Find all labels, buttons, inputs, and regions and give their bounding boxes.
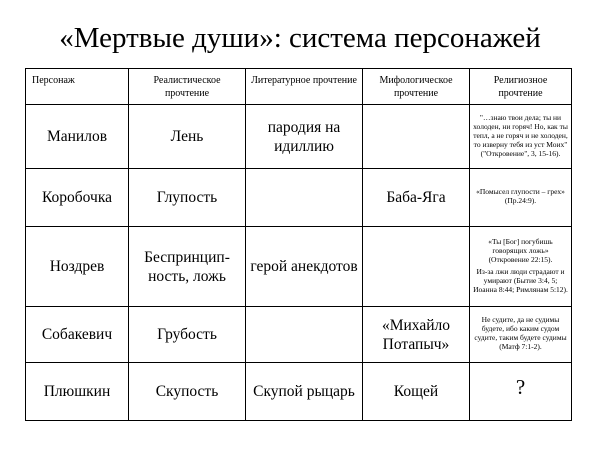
religious-quote: «Ты [Бог] погубишь говорящих ложь» (Откровение 22:15). <box>488 236 553 264</box>
realistic-cell: Глупость <box>129 169 246 227</box>
religious-cell <box>470 227 572 307</box>
table-row <box>26 363 572 421</box>
header-mythological: Мифологическое прочтение <box>363 69 470 105</box>
mythological-cell <box>363 227 470 307</box>
religious-cell <box>470 363 572 421</box>
mythological-cell: «Михайло Потапыч» <box>363 307 470 363</box>
character-cell: Ноздрев <box>26 227 129 307</box>
table-row <box>26 169 572 227</box>
character-cell: Коробочка <box>26 169 129 227</box>
characters-table <box>25 68 572 421</box>
realistic-cell: Беспринцип-ность, ложь <box>129 227 246 307</box>
realistic-cell: Лень <box>129 105 246 169</box>
mythological-cell <box>363 105 470 169</box>
realistic-cell: Грубость <box>129 307 246 363</box>
mythological-cell: Баба-Яга <box>363 169 470 227</box>
literary-cell: Скупой рыцарь <box>246 363 363 421</box>
religious-quote: «Помысел глупости – грех» (Пр.24:9). <box>476 187 565 205</box>
literary-cell <box>246 169 363 227</box>
header-literary: Литературное прочтение <box>246 69 363 105</box>
page-title: «Мертвые души»: система персонажей <box>59 22 541 54</box>
literary-cell: пародия на идиллию <box>246 105 363 169</box>
religious-cell <box>470 105 572 169</box>
table-header-row <box>26 69 572 105</box>
religious-quote: Не судите, да не судимы будете, ибо каким судом судите, таким будете судимы (Матф 7:1-2). <box>474 315 567 351</box>
religious-quote: Из-за лжи люди страдают и умирают (Бытие 3:4, 5; Иоанна 8:44; Римлянам 5:12). <box>473 266 568 294</box>
table-row <box>26 307 572 363</box>
question-mark: ? <box>515 375 526 399</box>
header-religious: Религиозное прочтение <box>470 69 572 105</box>
mythological-cell: Кощей <box>363 363 470 421</box>
header-character: Персонаж <box>26 69 129 105</box>
religious-quote: "…знаю твои дела; ты ни холоден, ни горяч! Но, как ты тепл, а не горяч и не холоден, то изверну тебя из уст Моих" ("Откровение", 3, 15-16). <box>473 112 568 158</box>
character-cell: Собакевич <box>26 307 129 363</box>
religious-cell <box>470 169 572 227</box>
literary-cell: герой анекдотов <box>246 227 363 307</box>
character-cell: Манилов <box>26 105 129 169</box>
realistic-cell: Скупость <box>129 363 246 421</box>
literary-cell <box>246 307 363 363</box>
table-row <box>26 227 572 307</box>
header-realistic: Реалистическое прочтение <box>129 69 246 105</box>
character-cell: Плюшкин <box>26 363 129 421</box>
table-row <box>26 105 572 169</box>
religious-cell <box>470 307 572 363</box>
